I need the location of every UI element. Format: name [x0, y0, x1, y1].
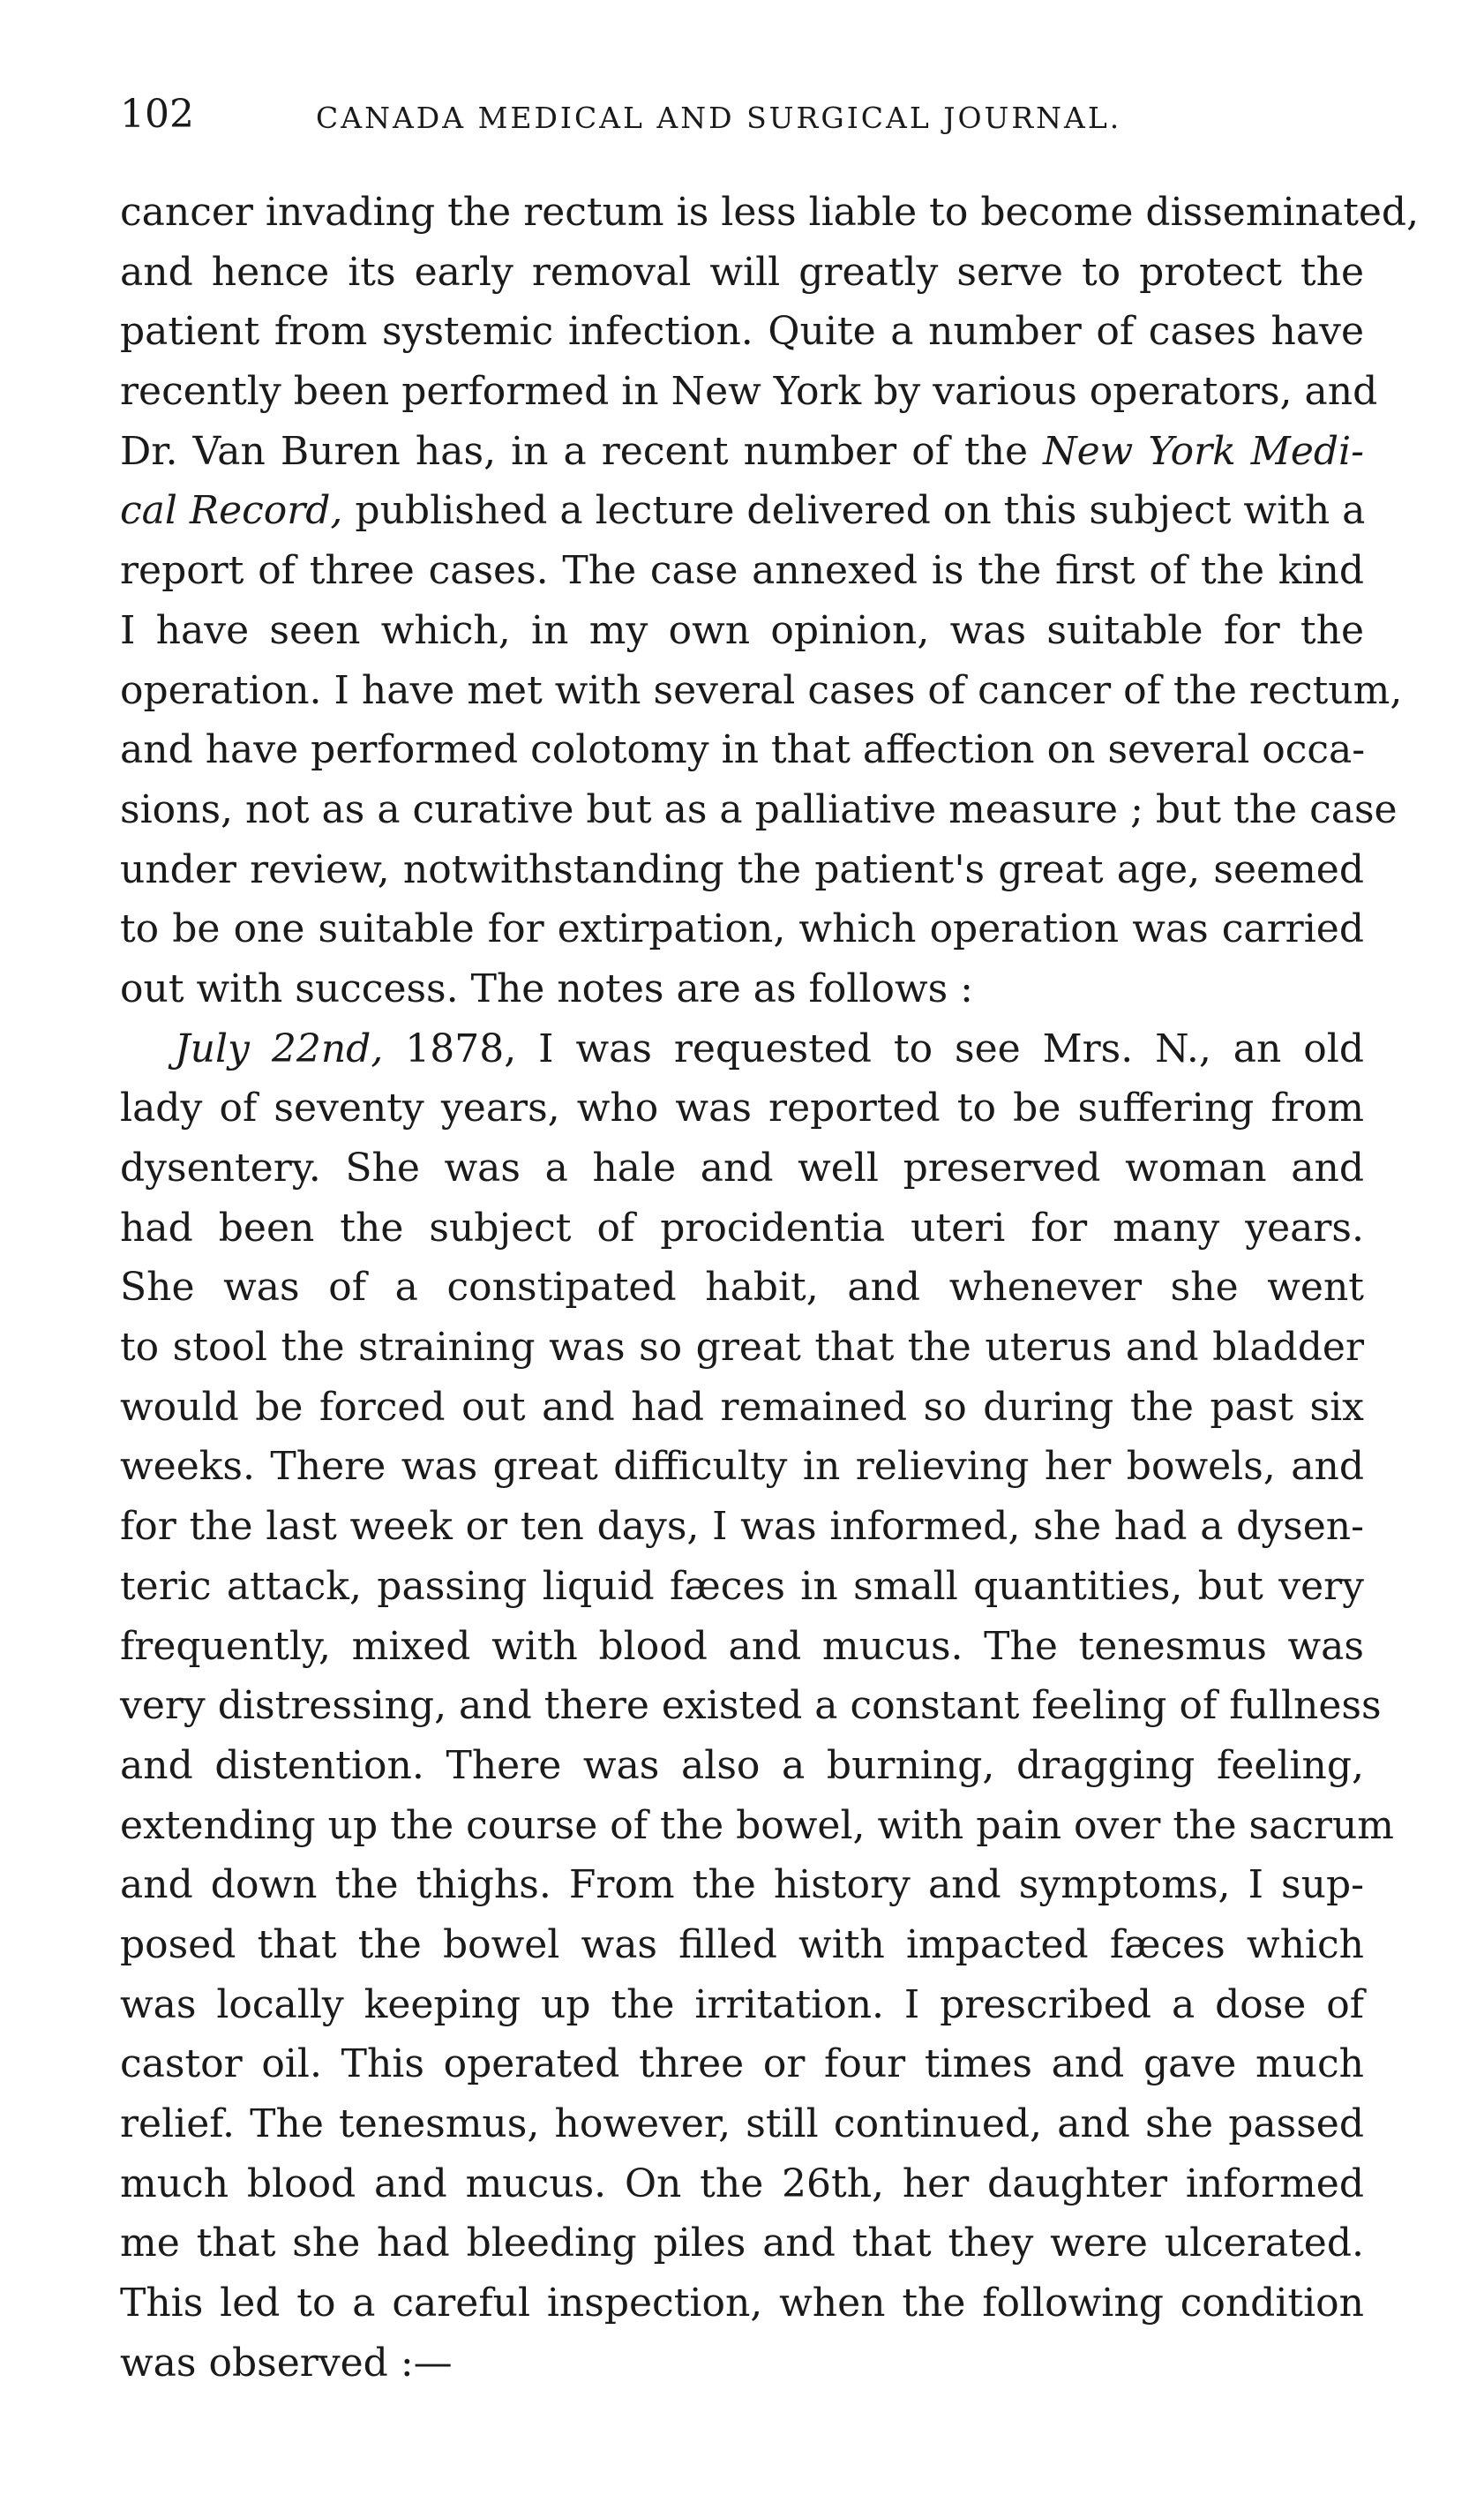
- text-line: was locally keeping up the irritation. I prescribed a dose of: [120, 1981, 1364, 2027]
- text-line: [120, 481, 1364, 541]
- text-line: had been the subject of procidentia uteri for many years.: [120, 1205, 1364, 1251]
- text-line: to be one suitable for extirpation, which operation was carried: [120, 906, 1364, 952]
- text-line: extending up the course of the bowel, with pain over the sacrum: [120, 1802, 1395, 1848]
- text-line: for the last week or ten days, I was informed, she had a dysen-: [120, 1504, 1364, 1550]
- text-line: [120, 1019, 1364, 1079]
- date-italic: July 22nd,: [175, 1026, 384, 1071]
- page-number: 102: [120, 92, 194, 137]
- text-line: was observed :—: [120, 2340, 453, 2386]
- text-line: I have seen which, in my own opinion, was suitable for the: [120, 607, 1364, 653]
- text-line: patient from systemic infection. Quite a number of cases have: [120, 309, 1364, 355]
- text-line: [120, 422, 1364, 482]
- text-segment: Dr. Van Buren has, in a recent number of the: [120, 428, 1029, 474]
- journal-title: CANADA MEDICAL AND SURGICAL JOURNAL.: [316, 101, 1122, 135]
- text-line: She was of a constipated habit, and whenever she went: [120, 1265, 1364, 1311]
- text-line: and have performed colotomy in that affection on several occa-: [120, 727, 1366, 773]
- text-line: report of three cases. The case annexed is the first of the kind: [120, 548, 1364, 594]
- text-line: under review, notwithstanding the patient's great age, seemed: [120, 846, 1364, 892]
- text-line: to stool the straining was so great that the uterus and bladder: [120, 1325, 1364, 1371]
- text-line: operation. I have met with several cases of cancer of the rectum,: [120, 667, 1403, 713]
- text-line: recently been performed in New York by various operators, and: [120, 369, 1378, 415]
- text-line: me that she had bleeding piles and that they were ulcerated.: [120, 2221, 1364, 2266]
- text-line: dysentery. She was a hale and well preserved woman and: [120, 1146, 1364, 1191]
- text-line: relief. The tenesmus, however, still continued, and she passed: [120, 2101, 1364, 2146]
- text-line: out with success. The notes are as follows :: [120, 966, 973, 1011]
- text-line: and hence its early removal will greatly serve to protect the: [120, 249, 1364, 295]
- text-line: weeks. There was great difficulty in relieving her bowels, and: [120, 1444, 1364, 1490]
- running-head: [120, 88, 1364, 141]
- text-segment: 1878, I was requested to see Mrs. N., an old: [405, 1026, 1364, 1071]
- text-line: cancer invading the rectum is less liable to become disseminated,: [120, 190, 1420, 235]
- text-line: teric attack, passing liquid fæces in small quantities, but very: [120, 1563, 1364, 1609]
- text-line: and down the thighs. From the history and symptoms, I sup-: [120, 1862, 1364, 1908]
- journal-name-italic: cal Record,: [120, 488, 343, 534]
- text-line: posed that the bowel was filled with impacted fæces which: [120, 1921, 1364, 1967]
- text-segment: published a lecture delivered on this subject with a: [355, 488, 1366, 534]
- body-text: [120, 183, 1420, 2393]
- text-line: much blood and mucus. On the 26th, her daughter informed: [120, 2161, 1364, 2206]
- text-line: and distention. There was also a burning, dragging feeling,: [120, 1742, 1364, 1788]
- text-line: would be forced out and had remained so during the past six: [120, 1384, 1364, 1430]
- text-line: lady of seventy years, who was reported to be suffering from: [120, 1086, 1364, 1131]
- text-line: frequently, mixed with blood and mucus. The tenesmus was: [120, 1623, 1364, 1669]
- journal-name-italic: New York Medi-: [1043, 428, 1364, 474]
- text-line: This led to a careful inspection, when the following condition: [120, 2281, 1364, 2326]
- text-line: very distressing, and there existed a constant feeling of fullness: [120, 1683, 1382, 1729]
- text-line: castor oil. This operated three or four times and gave much: [120, 2041, 1364, 2087]
- text-line: sions, not as a curative but as a palliative measure ; but the case: [120, 786, 1398, 832]
